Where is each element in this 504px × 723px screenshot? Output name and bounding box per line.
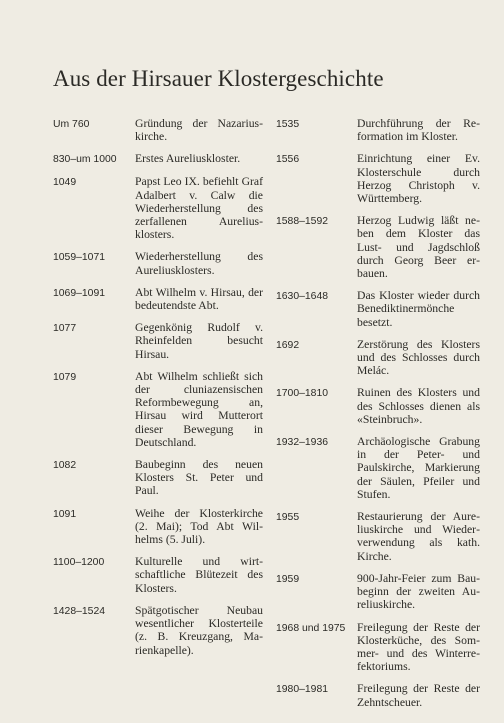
entry-year: 1959 [276, 573, 300, 585]
entry-text: Gründung der Nazariuskirche. [135, 117, 263, 144]
entry-year: 1059–1071 [53, 252, 106, 264]
entry-text: Herzog Ludwig läßt neben dem Kloster das Lust- und Jagdschloß durch Georg Beer erbauen. [357, 214, 480, 281]
page-title: Aus der Hirsauer Klostergeschichte [53, 66, 384, 91]
entry-year: 1630–1648 [276, 291, 329, 303]
entry-year: 1588–1592 [276, 216, 329, 228]
timeline-right-column [276, 117, 480, 718]
entry-year: 1069–1091 [53, 287, 106, 299]
entry-text: Erstes Aureliuskloster. [135, 152, 241, 166]
entry-text: Restaurierung der Aureliuskirche und Wiederverwendung als kath. Kirche. [357, 510, 480, 563]
timeline-entry [53, 175, 263, 241]
entry-text: Zerstörung des Klosters und des Schlosses durch Melác. [357, 337, 480, 378]
entry-text: Einrichtung einer Ev. Klosterschule durch Herzog Christoph v. Württemberg. [357, 152, 480, 206]
timeline-entry [276, 214, 480, 280]
entry-year: 1535 [276, 119, 300, 130]
entry-year: 1556 [276, 154, 300, 166]
timeline-entry [53, 117, 263, 143]
entry-text: Abt Wilhelm v. Hirsau, der bedeutendste Abt. [135, 285, 263, 313]
entry-text: Wiederherstellung des Aureliusklosters. [135, 250, 263, 277]
entry-text: Papst Leo IX. befiehlt Graf Adalbert v. Calw die Wiederherstellung des zerfallenen Aureliusklosters. [135, 175, 263, 242]
entry-text: Archäologische Grabung in der Peter- und Paulskirche, Markierung der Säulen, Pfeiler und Stufen. [357, 435, 480, 501]
entry-text: Abt Wilhelm schließt sich der cluniazensischen Reformbewegung an, Hirsau wird Mutterort dieser Bewegung in Deutschland. [135, 369, 263, 449]
timeline-entry [276, 338, 480, 378]
entry-text: Baubeginn des neuen Klosters St. Peter und Paul. [135, 458, 263, 498]
entry-year: 830–um 1000 [53, 154, 117, 166]
entry-year: 1980–1981 [276, 684, 329, 696]
entry-year: 1077 [53, 323, 77, 335]
timeline-entry [276, 510, 480, 563]
timeline-entry [53, 555, 263, 595]
timeline-entry [276, 435, 480, 501]
entry-text: Weihe der Klosterkirche (2. Mai); Tod Abt Wilhelms (5. Juli). [135, 506, 263, 547]
timeline-entry [276, 117, 480, 143]
entry-year: 1091 [53, 508, 77, 520]
timeline-entry [53, 370, 263, 449]
entry-text: Freilegung der Reste der Klosterküche, des Sommer- und des Winterrefektoriums. [357, 620, 480, 674]
timeline-entry [53, 152, 263, 166]
entry-year: 1700–1810 [276, 388, 329, 400]
entry-text: Ruinen des Klosters und des Schlosses dienen als «Steinbruch». [357, 386, 480, 426]
entry-year: 1049 [53, 177, 77, 189]
entry-year: 1079 [53, 371, 77, 383]
timeline-entry [53, 321, 263, 361]
timeline-entry [276, 152, 480, 205]
entry-text: Das Kloster wieder durch Benediktinermönche besetzt. [357, 289, 480, 329]
timeline-entry [276, 621, 480, 674]
entry-year: 1082 [53, 460, 77, 472]
entry-text: Gegenkönig Rudolf v. Rheinfelden besucht Hirsau. [135, 321, 263, 361]
entry-text: Durchführung der Reformation im Kloster. [357, 117, 480, 144]
timeline-entry [53, 604, 263, 657]
timeline-entry [276, 572, 480, 612]
entry-year: 1955 [276, 512, 300, 524]
entry-year: 1428–1524 [53, 605, 106, 617]
timeline-entry [53, 458, 263, 498]
timeline-entry [53, 250, 263, 276]
entry-year: 1968 und 1975 [276, 622, 346, 634]
entry-text: 900-Jahr-Feier zum Baubeginn der zweiten Aureliuskirche. [357, 571, 480, 612]
timeline-entry [276, 682, 480, 708]
entry-text: Spätgotischer Neubau wesentlicher Klosterteile (z. B. Kreuzgang, Marienkapelle). [135, 603, 263, 657]
entry-year: 1932–1936 [276, 437, 329, 449]
timeline-entry [276, 289, 480, 329]
timeline-entry [276, 386, 480, 426]
entry-year: 1692 [276, 339, 300, 351]
timeline-left-column [53, 117, 263, 666]
entry-text: Kulturelle und wirtschaftliche Blütezeit des Klosters. [135, 555, 263, 595]
entry-year: 1100–1200 [53, 557, 105, 569]
timeline-entry [53, 507, 263, 547]
entry-text: Freilegung der Reste der Zehntscheuer. [357, 682, 480, 709]
timeline-entry [53, 286, 263, 312]
entry-year: Um 760 [53, 119, 90, 130]
